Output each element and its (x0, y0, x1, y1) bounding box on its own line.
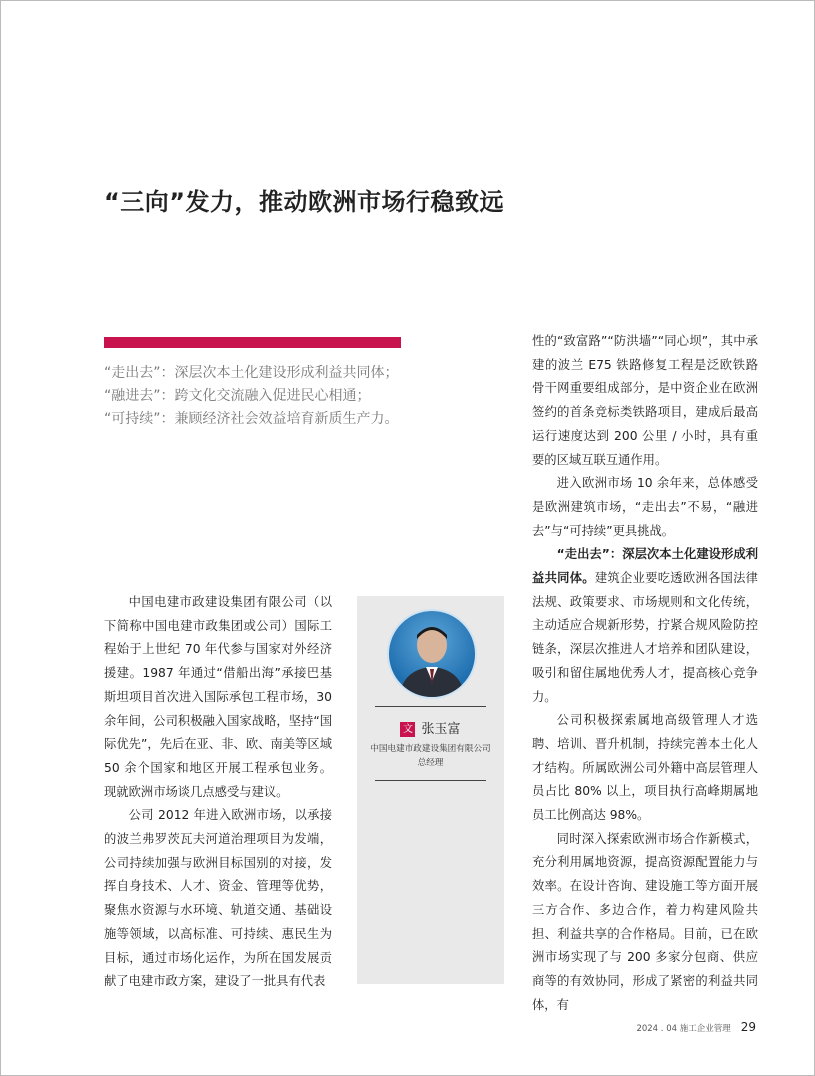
body-paragraph (532, 543, 758, 709)
author-avatar (387, 609, 477, 699)
author-name-row (357, 718, 504, 737)
body-paragraph: 公司 2012 年进入欧洲市场，以承接的波兰弗罗茨瓦夫河道治理项目为发端，公司持续加强与欧洲目标国别的对接，发挥自身技术、人才、资金、管理等优势，聚焦水资源与水环境、轨道交通、基础设施等领域，以高标准、可持续、惠民生为目标，通过市场化运作，为所在国发展贡献了电建市政方案，建设了一批具有代表 (104, 808, 332, 989)
profile-divider (375, 706, 486, 707)
subtitle-list (104, 362, 414, 431)
page-number: 29 (740, 1020, 756, 1034)
subtitle-line: “融进去”：跨文化交流融入促进民心相通； (104, 388, 371, 404)
subtitle-line: “可持续”：兼顾经济社会效益培育新质生产力。 (104, 411, 399, 427)
page-footer (636, 1020, 756, 1034)
subtitle-line: “走出去”：深层次本土化建设形成利益共同体； (104, 365, 399, 381)
person-portrait-icon (389, 611, 475, 697)
left-column (104, 591, 332, 994)
author-name: 张玉富 (421, 722, 461, 737)
author-organization: 中国电建市政建设集团有限公司 (370, 744, 491, 754)
accent-bar (104, 337, 401, 348)
body-paragraph: 公司积极探索属地高级管理人才选聘、培训、晋升机制，持续完善本土化人才结构。所属欧洲公司外籍中高层管理人员占比 80% 以上，项目执行高峰期属地员工比例高达 98%。 (532, 713, 758, 823)
body-paragraph: 同时深入探索欧洲市场合作新模式，充分利用属地资源，提高资源配置能力与效率。在设计咨询、建设施工等方面开展三方合作、多边合作，着力构建风险共担、利益共享的合作格局。目前，已在欧洲市场实现了与 200 多家分包商、供应商等的有效协同，形成了紧密的利益共同体，有 (532, 831, 758, 1012)
section-heading: “走出去”：深层次本土化建设形成利益共同体。 (532, 547, 758, 586)
author-badge: 文 (400, 722, 415, 737)
author-role: 总经理 (417, 758, 444, 768)
body-paragraph: 中国电建市政建设集团有限公司（以下简称中国电建市政集团或公司）国际工程始于上世纪 70 年代参与国家对外经济援建。1987 年通过“借船出海”承接巴基斯坦项目首次进入国际承包工程市场，30 余年间，公司积极融入国家战略，坚持“国际优先”，先后在亚、非、欧、南美等区域 50 余个国家和地区开展工程承包业务。现就欧洲市场谈几点感受与建议。 (104, 595, 332, 799)
profile-divider (375, 780, 486, 781)
author-profile-card (357, 596, 504, 984)
issue-label: 2024 . 04 施工企业管理 (636, 1024, 731, 1034)
right-column (532, 330, 758, 1017)
body-paragraph: 进入欧洲市场 10 余年来，总体感受是欧洲建筑市场，“走出去”不易，“融进去”与“可持续”更具挑战。 (532, 476, 758, 538)
paragraph-text: 建筑企业要吃透欧洲各国法律法规、政策要求、市场规则和文化传统，主动适应合规新形势，拧紧合规风险防控链条，深层次推进人才培养和团队建设，吸引和留住属地优秀人才，提高核心竞争力。 (532, 571, 758, 704)
article-title: “三向”发力，推动欧洲市场行稳致远 (104, 188, 505, 217)
body-paragraph: 性的“致富路”“防洪墙”“同心坝”，其中承建的波兰 E75 铁路修复工程是泛欧铁路骨干网重要组成部分，是中资企业在欧洲签约的首条竞标类铁路项目，建成后最高运行速度达到 200 公里 / 小时，具有重要的区域互联互通作用。 (532, 334, 758, 467)
